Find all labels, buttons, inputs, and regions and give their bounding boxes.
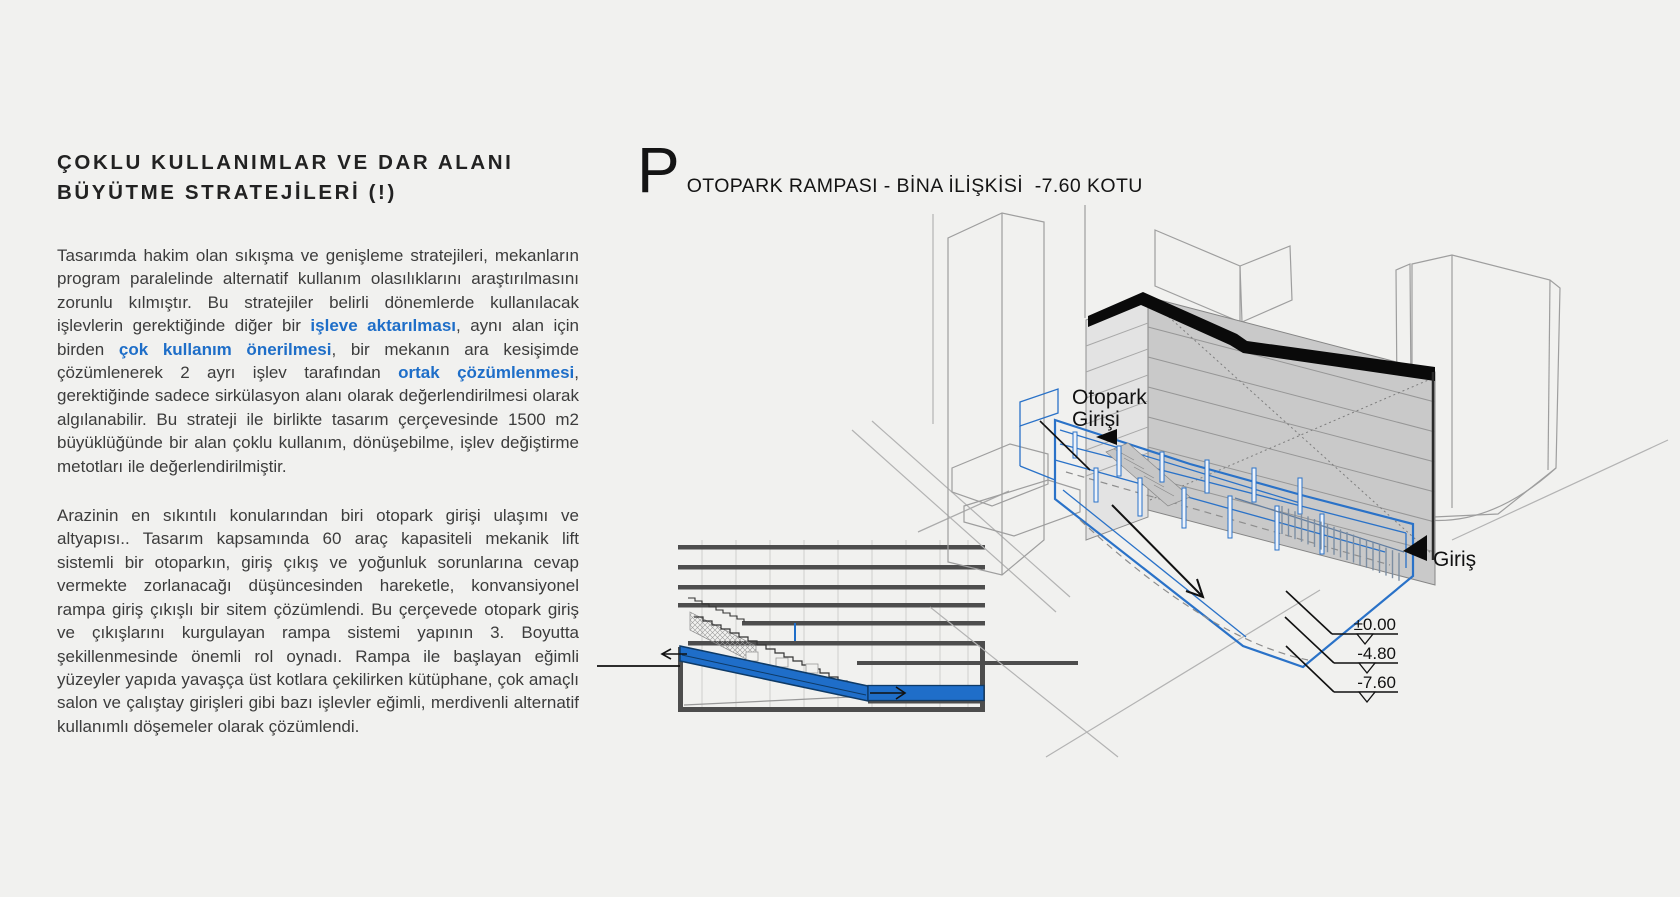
elevation-760-label: -7.60 <box>1357 673 1396 692</box>
main-building <box>1086 292 1435 585</box>
elevation-0-label: ±0.00 <box>1353 615 1396 634</box>
context-building-left <box>948 213 1044 575</box>
otopark-girisi-label-line1: Otopark <box>1072 386 1147 409</box>
drop-cap-p: P <box>637 134 680 206</box>
otopark-paragraph: Arazinin en sıkıntılı konularından biri otopark girişi ulaşımı ve altyapısı.. Tasarım kapsamında 60 araç kapasiteli mekanik lift sistemli bir otoparkın, giriş çıkış ve yoğunluk sorunlarına cevap vermekte zorlanacağı düşüncesinden hareketle, konvansiyonel rampa giriş çıkışlı bir sitem çözümlendi. Bu çerçevede otopark giriş ve çıkışlarını kurgulayan rampa sistemi yapının 3. Boyutta şekillenmesinde önemli rol oynadı. Rampa ile başlayan eğimli yüzeyler yapıda yavaşça üst kotlara çekilirken kütüphane, çok amaçlı salon ve çalıştay girişleri gibi bazı işlevler eğimli, merdivenli alternatif kullanımlı döşemeler olarak çözümlendi. <box>57 506 579 736</box>
page-title-line-2: BÜYÜTME STRATEJİLERİ (!) <box>57 181 397 204</box>
page-title-line-1: ÇOKLU KULLANIMLAR VE DAR ALANI <box>57 151 514 174</box>
context-blocks-left <box>952 444 1080 536</box>
otopark-girisi-label-line2: Girişi <box>1072 408 1120 431</box>
axonometric-drawing <box>852 205 1668 757</box>
diagram-title-text: OTOPARK RAMPASI - BİNA İLİŞKİSİ -7.60 KOTU <box>686 175 1143 197</box>
ramp-blue-slab <box>680 646 868 701</box>
ramp-section-drawing <box>597 491 1078 712</box>
strategy-paragraph: Tasarımda hakim olan sıkışma ve genişleme stratejileri, mekanların program paralelinde alternatif kullanım olasılıklarını araştırılmasını zorunlu kılmıştır. Bu stratejiler belirli dönemlerde kullanılacak işlevlerin gerektiğinde diğer bir işleve aktarılması, aynı alan için birden çok kullanım önerilmesi, bir mekanın ara kesişimde çözümlenerek 2 ayrı işlev tarafından ortak çözümlenmesi, gerektiğinde sadece sirkülasyon alanı olarak değerlendirilmesi olarak algılanabilir. Bu strateji ile birlikte tasarım çerçevesinde 1500 m2 büyüklüğünde bir alan çoklu kullanım, dönüşebilme, işlev değiştirme metotları ile değerlendirilmiştir. <box>57 246 579 476</box>
giris-label: Giriş <box>1433 548 1477 571</box>
elevation-markers <box>1285 591 1398 702</box>
elevation-480-label: -4.80 <box>1357 644 1396 663</box>
building-face-southeast <box>1148 297 1435 585</box>
